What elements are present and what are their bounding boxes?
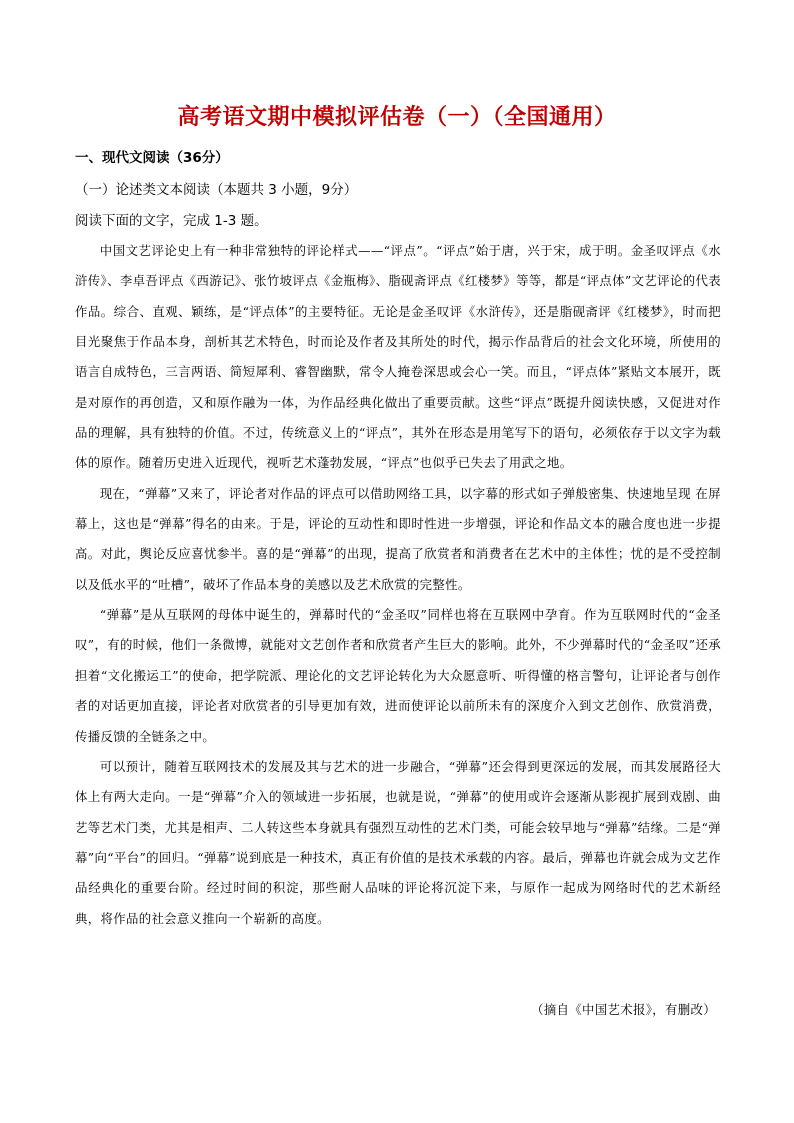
subsection-heading: （一）论述类文本阅读（本题共 3 小题，9分） — [75, 182, 358, 198]
reading-instruction: 阅读下面的文字，完成 1-3 题。 — [75, 213, 268, 229]
passage-paragraph-4: 可以预计，随着互联网技术的发展及其与艺术的进一步融合，“弹幕”还会得到更深远的发展，而其发展路径大体上有两大走向。一是“弹幕”介入的领域进一步拓展，也就是说，“弹幕”的使用或许会逐渐从影视扩展到戏剧、曲艺等艺术门类，尤其是相声、二人转这些本身就具有强烈互动性的艺术门类，可能会较早地与“弹幕”结缘。二是“弹幕”向“平台”的回归。“弹幕”说到底是一种技术，真正有价值的是技术承载的内容。最后，弹幕也许就会成为文艺作品经典化的重要台阶。经过时间的积淀，那些耐人品味的评论将沉淀下来，与原作一起成为网络时代的艺术新经典，将作品的社会意义推向一个崭新的高度。 — [75, 758, 721, 926]
passage-paragraph-3: “弹幕”是从互联网的母体中诞生的，弹幕时代的“金圣叹”同样也将在互联网中孕育。作为互联网时代的“金圣叹”，有的时候，他们一条微博，就能对文艺创作者和欣赏者产生巨大的影响。此外，不少弹幕时代的“金圣叹”还承担着“文化搬运工”的使命，把学院派、理论化的文艺评论转化为大众愿意听、听得懂的格言警句，让评论者与创作者的对话更加直接，评论者对欣赏者的引导更加有效，进而使评论以前所未有的深度介入到文艺创作、欣赏消费，传播反馈的全链条之中。 — [75, 607, 721, 744]
passage-paragraph-2: 现在，“弹幕”又来了，评论者对作品的评点可以借助网络工具，以字幕的形式如子弹般密集、快速地呈现 在屏幕上，这也是“弹幕”得名的由来。于是，评论的互动性和即时性进一步增强，评论和作品文本的融合度也进一步提高。对此，舆论反应喜忧参半。喜的是“弹幕”的出现，提高了欣赏者和消费者在艺术中的主体性；忧的是不受控制以及低水平的“吐槽”，破坏了作品本身的美感以及艺术欣赏的完整性。 — [75, 485, 721, 592]
passage-source: （摘自《中国艺术报》，有删改） — [531, 1002, 716, 1017]
reading-passage — [75, 236, 721, 934]
exam-title: 高考语文期中模拟评估卷（一）（全国通用） — [177, 105, 617, 130]
section-heading: 一、现代文阅读（36分） — [75, 150, 229, 166]
passage-paragraph-1: 中国文艺评论史上有一种非常独特的评论样式——“评点”。“评点”始于唐，兴于宋，成于明。金圣叹评点《水浒传》、李卓吾评点《西游记》、张竹坡评点《金瓶梅》、脂砚斋评点《红楼梦》等等，都是“评点体”文艺评论的代表作品。综合、直观、颖练，是“评点体”的主要特征。无论是金圣叹评《水浒传》，还是脂砚斋评《红楼梦》，时而把目光聚焦于作品本身，剖析其艺术特色，时而论及作者及其所处的时代，揭示作品背后的社会文化环境，所使用的语言自成特色，三言两语、简短犀利、睿智幽默，常令人掩卷深思或会心一笑。而且，“评点体”紧贴文本展开，既是对原作的再创造，又和原作融为一体，为作品经典化做出了重要贡献。这些“评点”既提升阅读快感，又促进对作品的理解，具有独特的价值。不过，传统意义上的“评点”，其外在形态是用笔写下的语句，必须依存于以文字为载体的原作。随着历史进入近现代，视听艺术蓬勃发展，“评点”也似乎已失去了用武之地。 — [75, 243, 721, 471]
